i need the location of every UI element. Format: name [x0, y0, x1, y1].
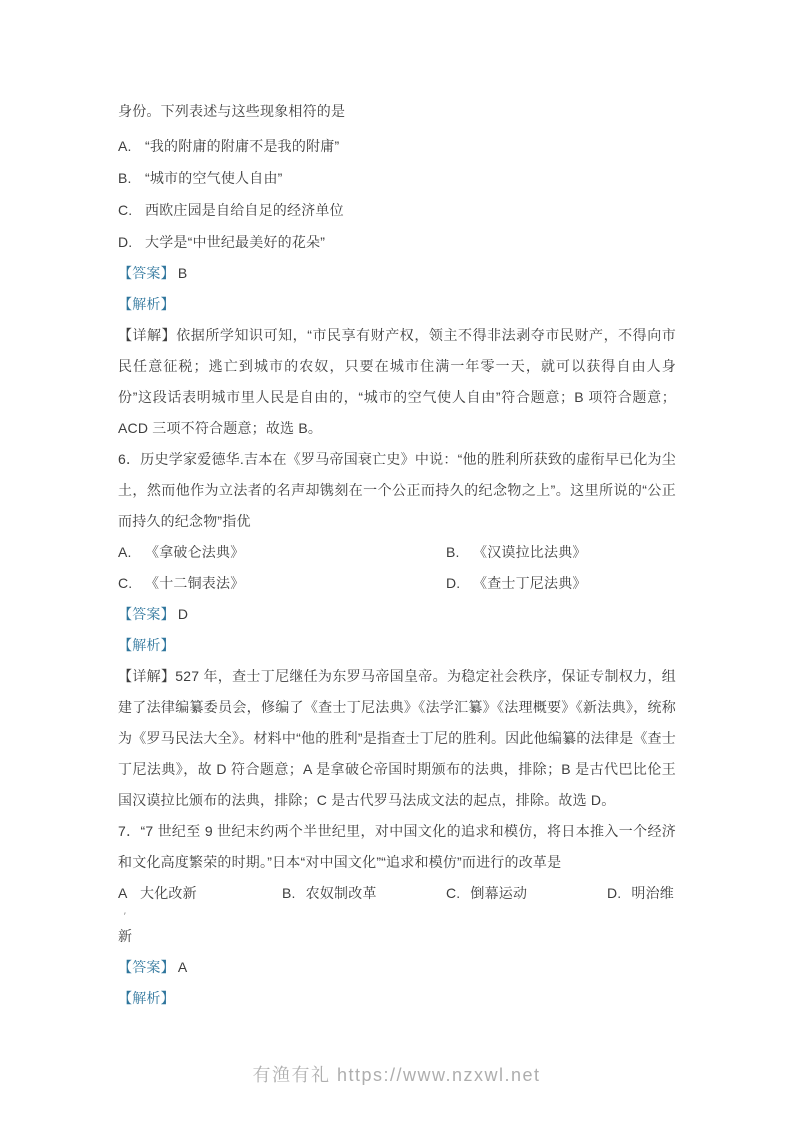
question-7-options: [118, 878, 676, 909]
question-6-explanation: [118, 661, 676, 816]
question-7-answer-line: [118, 952, 676, 983]
question-5-option-d: [118, 226, 676, 258]
question-5-option-b: [118, 162, 676, 194]
question-7-option-c: [446, 878, 607, 909]
question-5-option-c: [118, 194, 676, 226]
detail-label: 【详解】: [118, 327, 177, 343]
option-key: A.: [118, 138, 132, 154]
question-6-option-c: [118, 568, 446, 599]
question-6-option-d: [446, 568, 676, 599]
explanation-text: 527 年，查士丁尼继任为东罗马帝国皇帝。为稳定社会秩序，保证专制权力，组建了法律编纂委员会，修编了《查士丁尼法典》《法学汇纂》《法理概要》《新法典》，统称为《罗马民法大全》。材料中“他的胜利”是指查士丁尼的胜利。因此他编纂的法律是《查士丁尼法典》，故 D 符合题意；A 是拿破仑帝国时期颁布的法典，排除；B 是古代巴比伦王国汉谟拉比颁布的法典，排除；C 是古代罗马法成文法的起点，排除。故选 D。: [118, 668, 676, 808]
question-7-option-d: [607, 878, 676, 909]
question-5-explanation: [118, 320, 676, 444]
option-key: B.: [446, 544, 460, 560]
option-text: 西欧庄园是自给自足的经济单位: [145, 202, 344, 218]
option-key: D.: [118, 234, 133, 250]
analysis-label: 【解析】: [118, 990, 175, 1006]
question-5-analysis-line: [118, 289, 676, 320]
option-text: 农奴制改革: [305, 885, 377, 901]
question-7-stem: 7．“7 世纪至 9 世纪末约两个半世纪里，对中国文化的追求和模仿，将日本推入一个经济和文化高度繁荣的时期。”日本“对中国文化”“追求和模仿”而进行的改革是: [118, 823, 676, 870]
question-7-option-d-wrap: 新: [118, 928, 133, 944]
question-5-option-a: [118, 130, 676, 162]
analysis-label: 【解析】: [118, 637, 175, 653]
question-6-options: [118, 537, 676, 599]
answer-label: 【答案】: [118, 959, 175, 975]
option-text: 大化改新: [140, 885, 197, 901]
option-text: “城市的空气使人自由”: [145, 170, 283, 186]
answer-value: B: [177, 265, 188, 281]
detail-label: 【详解】: [118, 668, 176, 684]
question-5-answer-line: [118, 258, 676, 289]
option-text: 《十二铜表法》: [145, 575, 245, 591]
answer-label: 【答案】: [118, 265, 175, 281]
option-key: A.: [118, 544, 132, 560]
option-text: 倒幕运动: [470, 885, 528, 901]
question-5-stem-continuation: 身份。下列表述与这些现象相符的是: [118, 103, 346, 119]
option-text: 《汉谟拉比法典》: [473, 544, 587, 560]
option-key: B.: [282, 885, 296, 901]
footer-watermark: 有渔有礼 https://www.nzxwl.net: [252, 1065, 541, 1085]
option-key: C.: [446, 885, 461, 901]
option-key: D.: [607, 885, 622, 901]
option-key: C.: [118, 575, 133, 591]
question-6-option-b: [446, 537, 676, 568]
document-content: [118, 96, 676, 1014]
analysis-label: 【解析】: [118, 296, 175, 312]
option-text: 明治维: [631, 885, 675, 901]
option-text: “我的附庸的附庸不是我的附庸”: [145, 138, 340, 154]
question-6-option-a: [118, 537, 446, 568]
option-key: B.: [118, 170, 132, 186]
explanation-text: 依据所学知识可知，“市民享有财产权，领主不得非法剥夺市民财产，不得向市民任意征税；逃亡到城市的农奴，只要在城市住满一年零一天，就可以获得自由人身份”这段话表明城市里人民是自由的，“城市的空气使人自由”符合题意；B 项符合题意；ACD 三项不符合题意；故选 B。: [118, 327, 676, 436]
question-6-answer-line: [118, 599, 676, 630]
option-key: D.: [446, 575, 461, 591]
option-text: 大学是“中世纪最美好的花朵”: [145, 234, 326, 250]
answer-value: D: [177, 606, 189, 622]
question-7-option-b: [282, 878, 446, 909]
stray-mark-line: [118, 909, 676, 921]
question-6-stem: 6．历史学家爱德华.吉本在《罗马帝国衰亡史》中说：“他的胜利所获致的虚衔早已化为尘土，然而他作为立法者的名声却镌刻在一个公正而持久的纪念物之上”。这里所说的“公正而持久的纪念物”指优: [118, 451, 676, 529]
question-5-options: [118, 130, 676, 258]
stray-mark: ′: [124, 911, 126, 921]
answer-value: A: [177, 959, 188, 975]
answer-label: 【答案】: [118, 606, 175, 622]
option-key: A: [118, 885, 128, 901]
option-text: 《拿破仑法典》: [145, 544, 245, 560]
question-7-analysis-line: [118, 983, 676, 1014]
option-key: C.: [118, 202, 133, 218]
question-7-option-a: [118, 878, 282, 909]
question-6-analysis-line: [118, 630, 676, 661]
option-text: 《查士丁尼法典》: [473, 575, 587, 591]
